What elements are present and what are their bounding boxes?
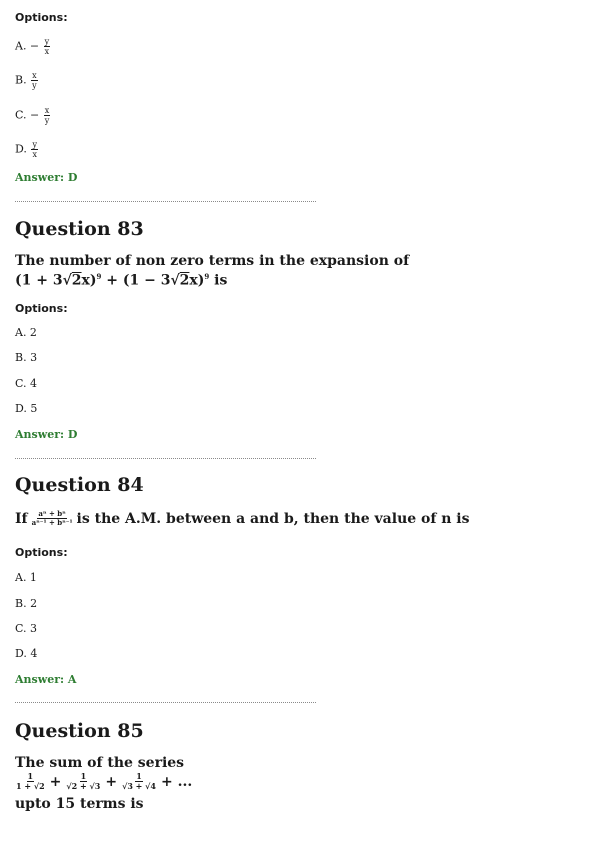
series-term: $\frac{1}{√2 + √3}$ — [66, 771, 101, 791]
q82-option-d: D. $\frac{y}{x}$ — [15, 140, 37, 159]
fraction: $\frac{x}{y}$ — [32, 71, 37, 90]
q84-text: If $\frac{\text{aⁿ + bⁿ}}{\text{aⁿ⁻¹ + bⁿ⁻¹}}$ is the A.M. between a and b, then the value of n is — [15, 509, 470, 527]
fraction: $\frac{y}{x}$ — [32, 140, 37, 159]
q84-option-a: A. 1 — [15, 571, 37, 584]
fraction: $\frac{y}{x}$ — [44, 37, 50, 56]
q83-option-a: A. 2 — [15, 326, 37, 339]
q83-expression: $(1 + 3√2x)^9 + (1 - 3√2x)^9$ is — [15, 272, 228, 289]
q83-option-c: C. 4 — [15, 377, 38, 390]
q82-option-b: B. $\frac{x}{y}$ — [15, 71, 37, 90]
q84-title: Question 84 — [15, 474, 144, 496]
q84-options-label: Options: — [15, 546, 68, 559]
q83-option-b: B. 3 — [15, 351, 38, 364]
divider — [15, 702, 316, 703]
q85-text-line2: upto 15 terms is — [15, 796, 144, 812]
fraction: $\frac{x}{y}$ — [44, 106, 50, 125]
q82-option-c: C. − $\frac{x}{y}$ — [15, 106, 50, 125]
series-term: $\frac{1}{1 + √2}$ — [16, 771, 45, 791]
q85-series: $\frac{1}{1 + √2}$ + $\frac{1}{√2 + √3}$ + $\frac{1}{√3 + √4}$ + ... — [16, 771, 193, 791]
q84-option-b: B. 2 — [15, 597, 38, 610]
fraction: $\frac{\text{aⁿ + bⁿ}}{\text{aⁿ⁻¹ + bⁿ⁻¹}}$ — [31, 509, 73, 527]
q85-title: Question 85 — [15, 720, 144, 742]
q85-text-line1: The sum of the series — [15, 755, 185, 771]
q83-answer: Answer: D — [15, 428, 78, 441]
q82-option-a: A. − $\frac{y}{x}$ — [15, 37, 50, 56]
q84-option-d: D. 4 — [15, 647, 38, 660]
q83-text: The number of non zero terms in the expansion of — [15, 253, 410, 269]
q83-options-label: Options: — [15, 302, 68, 315]
series-term: $\frac{1}{√3 + √4}$ — [122, 771, 156, 791]
q84-answer: Answer: A — [15, 673, 77, 686]
q83-option-d: D. 5 — [15, 402, 38, 415]
q84-option-c: C. 3 — [15, 622, 38, 635]
q82-answer: Answer: D — [15, 171, 78, 184]
divider — [15, 458, 316, 459]
q82-options-label: Options: — [15, 11, 68, 24]
divider — [15, 201, 316, 202]
q83-title: Question 83 — [15, 218, 144, 240]
